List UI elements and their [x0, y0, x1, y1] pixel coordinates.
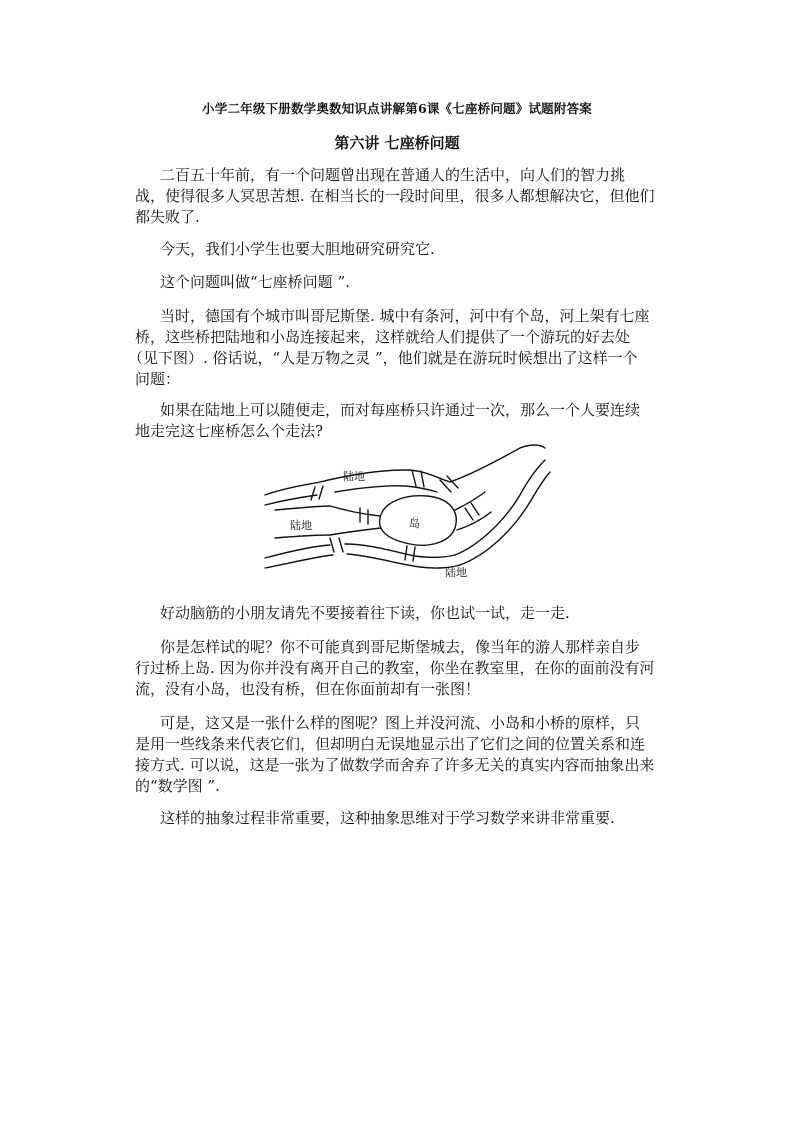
- paragraph-4-line-2: 桥，这些桥把陆地和小岛连接起来，这样就给人们提供了一个游玩的好去处: [135, 328, 631, 346]
- paragraph-4-line-1: 当时，德国有个城市叫哥尼斯堡. 城中有条河，河中有个岛，河上架有七座: [160, 307, 650, 325]
- paragraph-8-line-4: 的“数学图 ”.: [135, 777, 220, 795]
- paragraph-1-line-1: 二百五十年前，有一个问题曾出现在普通人的生活中，向人们的智力挑: [160, 166, 626, 184]
- document-title: 小学二年级下册数学奥数知识点讲解第6课《七座桥问题》试题附答案: [202, 101, 592, 116]
- paragraph-5-line-1: 如果在陆地上可以随便走，而对每座桥只许通过一次，那么一个人要连续: [160, 401, 641, 419]
- bridge-2: [412, 470, 416, 486]
- bridge-5: [405, 546, 407, 560]
- label-island: 岛: [409, 517, 420, 530]
- seven-bridges-figure: [255, 440, 555, 580]
- paragraph-1-line-3: 都失败了.: [135, 208, 200, 226]
- bridge-6: [465, 508, 473, 520]
- label-west-land: 陆地: [290, 519, 312, 532]
- label-north-land: 陆地: [343, 470, 365, 483]
- paragraph-2-line-1: 今天，我们小学生也要大胆地研究研究它.: [160, 240, 435, 258]
- paragraph-4-line-4: 问题：: [135, 370, 181, 388]
- paragraph-9-line-1: 这样的抽象过程非常重要，这种抽象思维对于学习数学来讲非常重要.: [160, 809, 615, 827]
- paragraph-8-line-3: 接方式. 可以说，这是一张为了做数学而舍弃了许多无关的真实内容而抽象出来: [135, 756, 655, 774]
- bridge-1: [311, 487, 315, 500]
- label-south-land: 陆地: [445, 566, 467, 579]
- paragraph-8-line-1: 可是，这又是一张什么样的图呢？图上并没河流、小岛和小桥的原样，只: [160, 714, 641, 732]
- paragraph-7-line-1: 你是怎样试的呢？你不可能真到哥尼斯堡城去，像当年的游人那样亲自步: [160, 638, 641, 656]
- paragraph-4-line-3: （见下图）. 俗话说，“人是万物之灵 ”，他们就是在游玩时候想出了这样一个: [128, 349, 638, 367]
- lecture-title: 第六讲 七座桥问题: [334, 134, 460, 152]
- paragraph-7-line-2: 行过桥上岛. 因为你并没有离开自己的教室，你坐在教室里，在你的面前没有河: [135, 659, 655, 677]
- seven-bridges-map-drawing: [255, 440, 555, 580]
- paragraph-5-line-2: 地走完这七座桥怎么个走法?: [135, 422, 324, 440]
- paragraph-8-line-2: 是用一些线条来代表它们，但却明白无误地显示出了它们之间的位置关系和连: [135, 735, 646, 753]
- paragraph-1-line-2: 战，使得很多人冥思苦想. 在相当长的一段时间里，很多人都想解决它，但他们: [135, 187, 655, 205]
- paragraph-7-line-3: 流，没有小岛，也没有桥，但在你面前却有一张图！: [135, 680, 481, 698]
- paragraph-3-line-1: 这个问题叫做“七座桥问题 ”.: [160, 273, 350, 291]
- paragraph-6-line-1: 好动脑筋的小朋友请先不要接着往下读，你也试一试，走一走.: [160, 604, 570, 622]
